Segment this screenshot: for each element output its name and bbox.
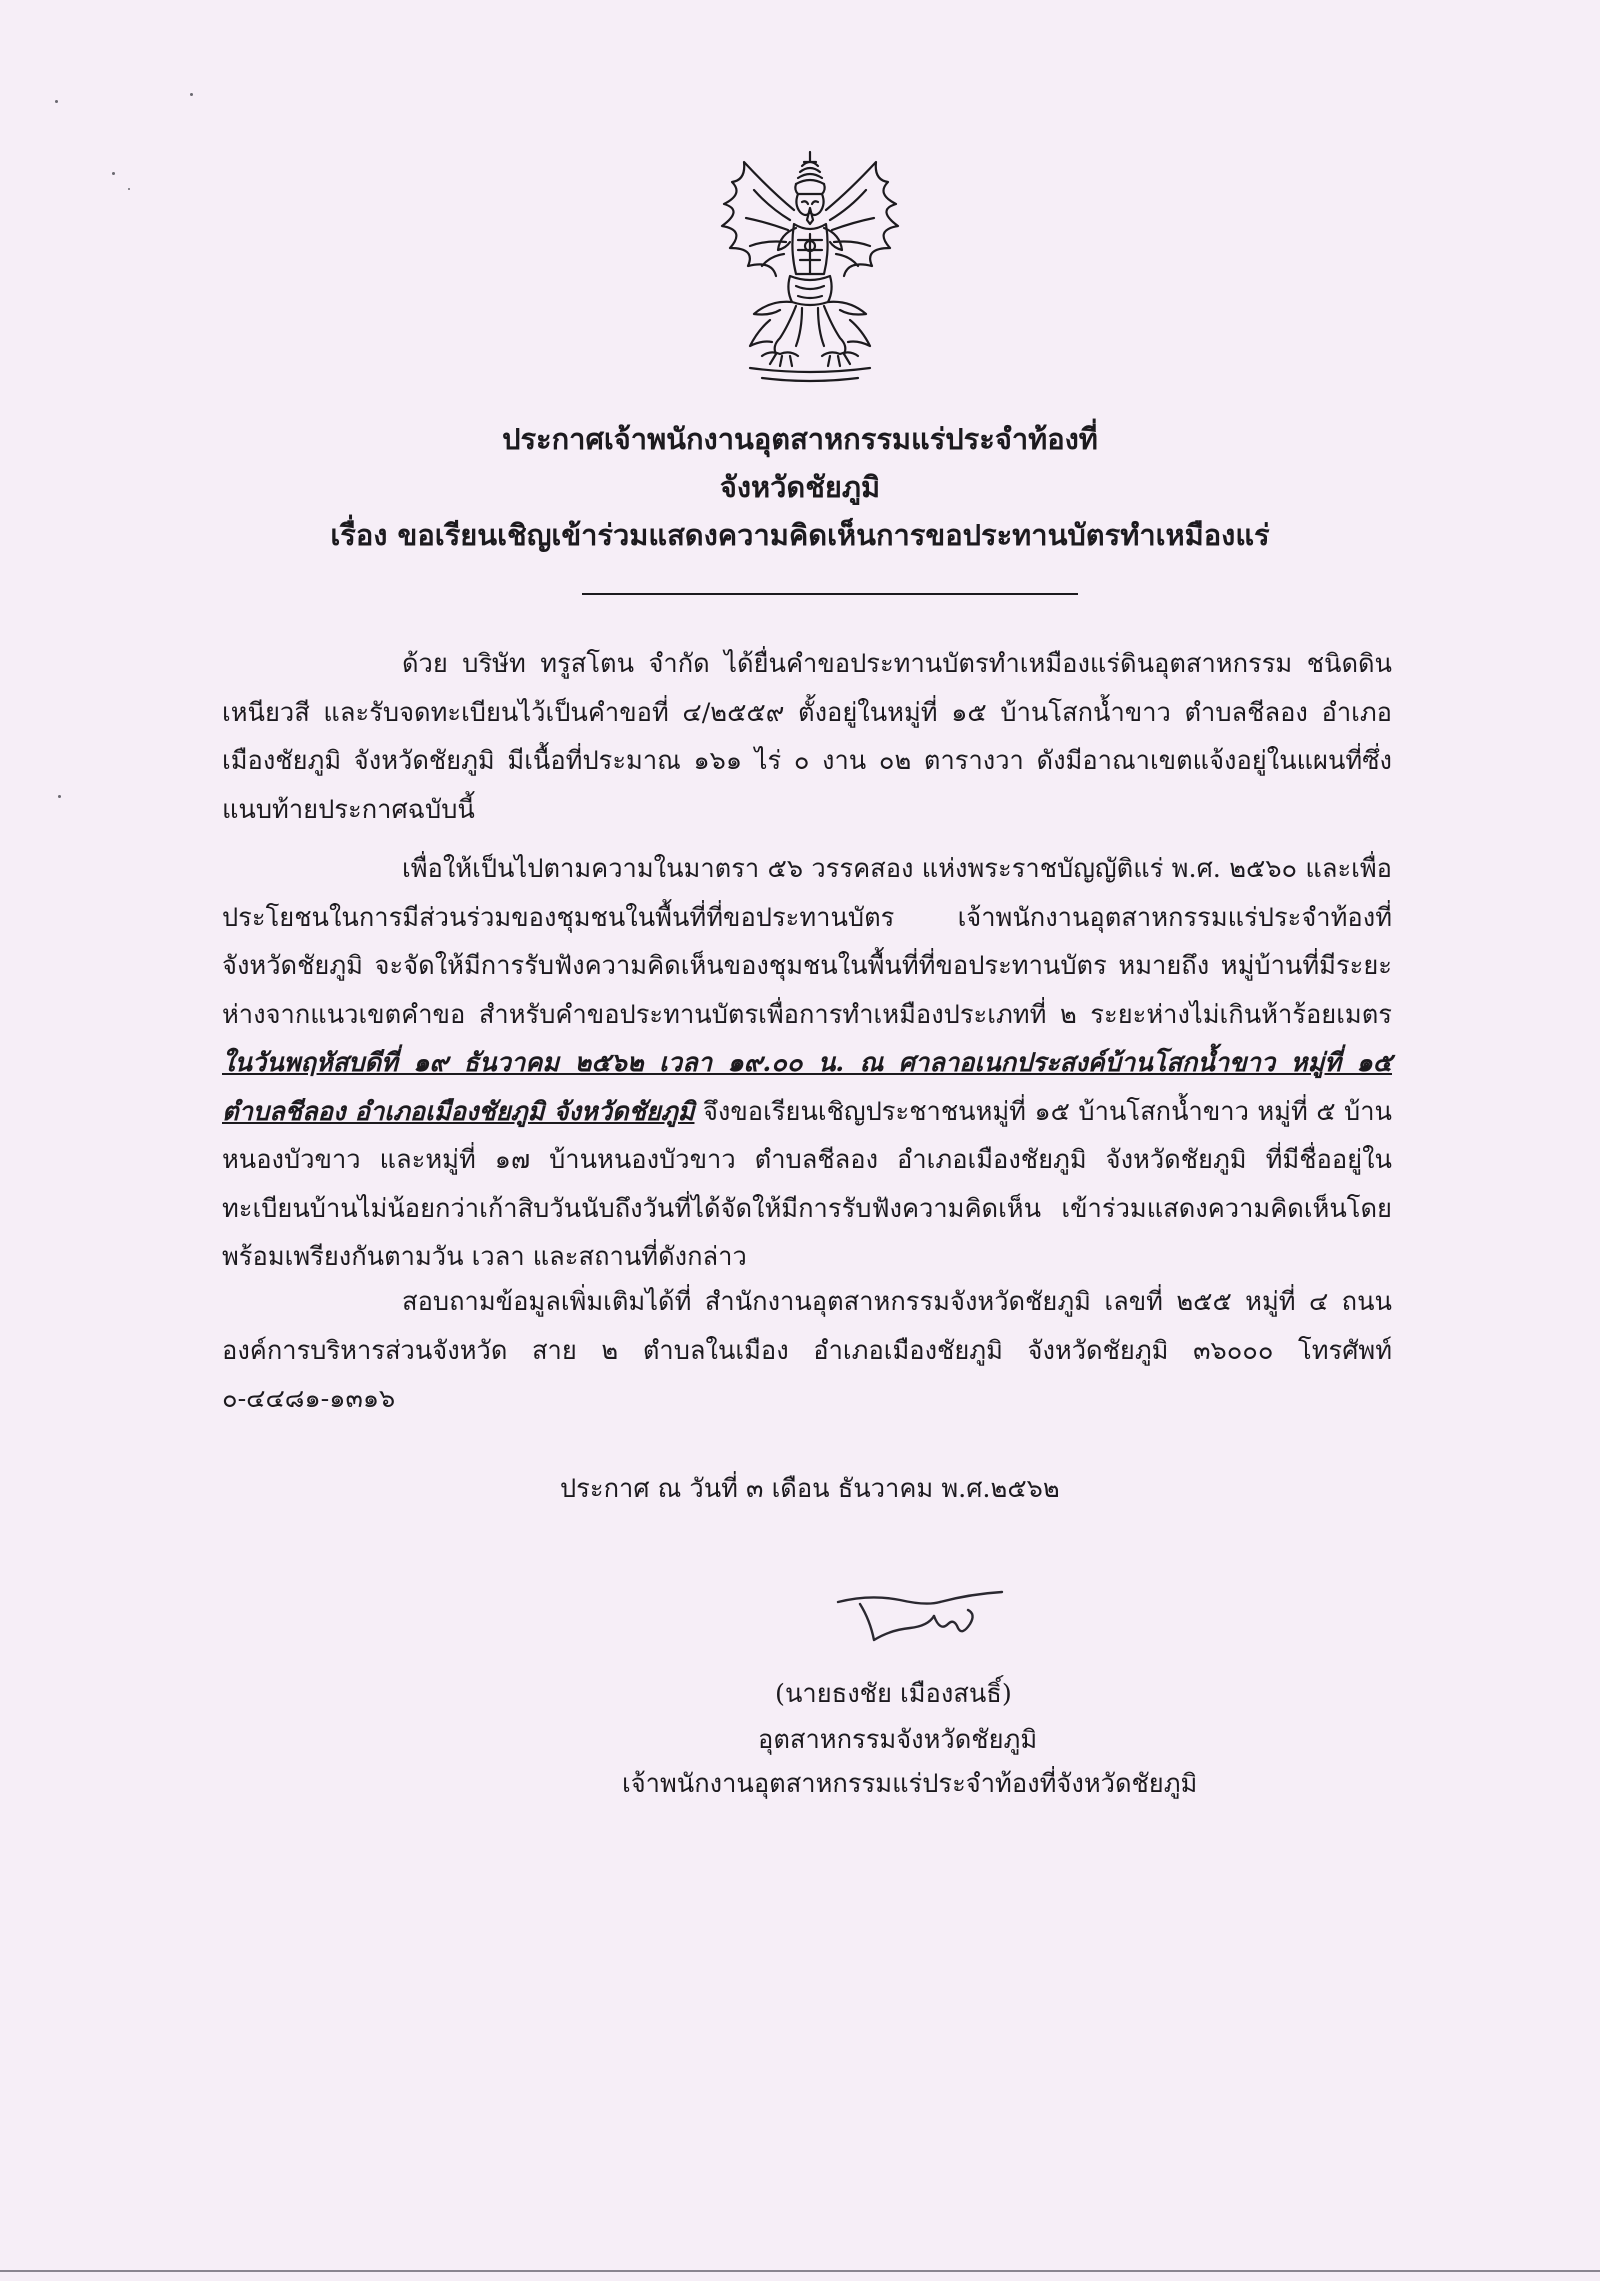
scan-speck: [128, 188, 130, 190]
body-paragraph-1: ด้วย บริษัท ทรูสโตน จำกัด ได้ยื่นคำขอประทานบัตรทำเหมืองแร่ดินอุตสาหกรรม ชนิดดินเหนียวสี และรับจดทะเบียนไว้เป็นคำขอที่ ๔/๒๕๕๙ ตั้งอยู่ในหมู่ที่ ๑๕ บ้านโสกน้ำขาว ตำบลชีลอง อำเภอเมืองชัยภูมิ จังหวัดชัยภูมิ มีเนื้อที่ประมาณ ๑๖๑ ไร่ ๐ งาน ๐๒ ตารางวา ดังมีอาณาเขตแจ้งอยู่ในแผนที่ซึ่งแนบท้ายประกาศฉบับนี้: [222, 649, 1392, 825]
scan-speck: [190, 93, 193, 96]
announcement-subject: เรื่อง ขอเรียนเชิญเข้าร่วมแสดงความคิดเห็นการขอประทานบัตรทำเหมืองแร่: [330, 518, 1270, 552]
announcement-title: ประกาศเจ้าพนักงานอุตสาหกรรมแร่ประจำท้องที่: [502, 422, 1098, 456]
body-paragraph-2: [222, 845, 1392, 1282]
paragraph-2-text-start: เพื่อให้เป็นไปตามความในมาตรา ๕๖ วรรคสอง แห่งพระราชบัญญัติแร่ พ.ศ. ๒๕๖๐ และเพื่อประโยชนในการมีส่วนร่วมของชุมชนในพื้นที่ที่ขอประทานบัตร เจ้าพนักงานอุตสาหกรรมแร่ประจำท้องที่จังหวัดชัยภูมิ จะจัดให้มีการรับฟังความคิดเห็นของชุมชนในพื้นที่ที่ขอประทานบัตร หมายถึง หมู่บ้านที่มีระยะห่างจากแนวเขตคำขอ สำหรับคำขอประทานบัตรเพื่อการทำเหมืองประเภทที่ ๒ ระยะห่างไม่เกินห้าร้อยเมตร: [222, 854, 1392, 1030]
signer-position: อุตสาหกรรมจังหวัดชัยภูมิ: [758, 1725, 1038, 1755]
title-divider: [582, 593, 1078, 595]
handwritten-signature-icon: [830, 1580, 1010, 1660]
signer-official-title: เจ้าพนักงานอุตสาหกรรมแร่ประจำท้องที่จังหวัดชัยภูมิ: [622, 1769, 1198, 1799]
announcement-date: ประกาศ ณ วันที่ ๓ เดือน ธันวาคม พ.ศ.๒๕๖๒: [560, 1474, 1060, 1504]
scan-edge-line: [0, 2270, 1600, 2272]
signer-name: (นายธงชัย เมืองสนธิ์): [775, 1679, 1012, 1709]
paragraph-2-text-end: จึงขอเรียนเชิญประชาชนหมู่ที่ ๑๕ บ้านโสกน้ำขาว หมู่ที่ ๕ บ้านหนองบัวขาว และหมู่ที่ ๑๗ บ้านหนองบัวขาว ตำบลชีลอง อำเภอเมืองชัยภูมิ จังหวัดชัยภูมิ ที่มีชื่ออยู่ในทะเบียนบ้านไม่น้อยกว่าเก้าสิบวันนับถึงวันที่ได้จัดให้มีการรับฟังความคิดเห็น เข้าร่วมแสดงความคิดเห็นโดยพร้อมเพรียงกันตามวัน เวลา และสถานที่ดังกล่าว: [222, 1096, 1392, 1272]
announcement-province: จังหวัดชัยภูมิ: [719, 470, 881, 504]
garuda-emblem-icon: [710, 150, 910, 385]
scan-speck: [58, 795, 61, 798]
scan-speck: [55, 100, 58, 103]
scan-speck: [112, 172, 115, 175]
body-paragraph-3: สอบถามข้อมูลเพิ่มเติมได้ที่ สำนักงานอุตสาหกรรมจังหวัดชัยภูมิ เลขที่ ๒๕๕ หมู่ที่ ๔ ถนนองค์การบริหารส่วนจังหวัด สาย ๒ ตำบลในเมือง อำเภอเมืองชัยภูมิ จังหวัดชัยภูมิ ๓๖๐๐๐ โทรศัพท์ ๐-๔๔๘๑-๑๓๑๖: [222, 1287, 1392, 1414]
hearing-date-location: ในวันพฤหัสบดีที่ ๑๙ ธันวาคม ๒๕๖๒ เวลา ๑๙.๐๐ น. ณ ศาลาอเนกประสงค์บ้านโสกน้ำขาว หมู่ที่ ๑๕ ตำบลชีลอง อำเภอเมืองชัยภูมิ จังหวัดชัยภูมิ: [222, 1048, 1392, 1127]
